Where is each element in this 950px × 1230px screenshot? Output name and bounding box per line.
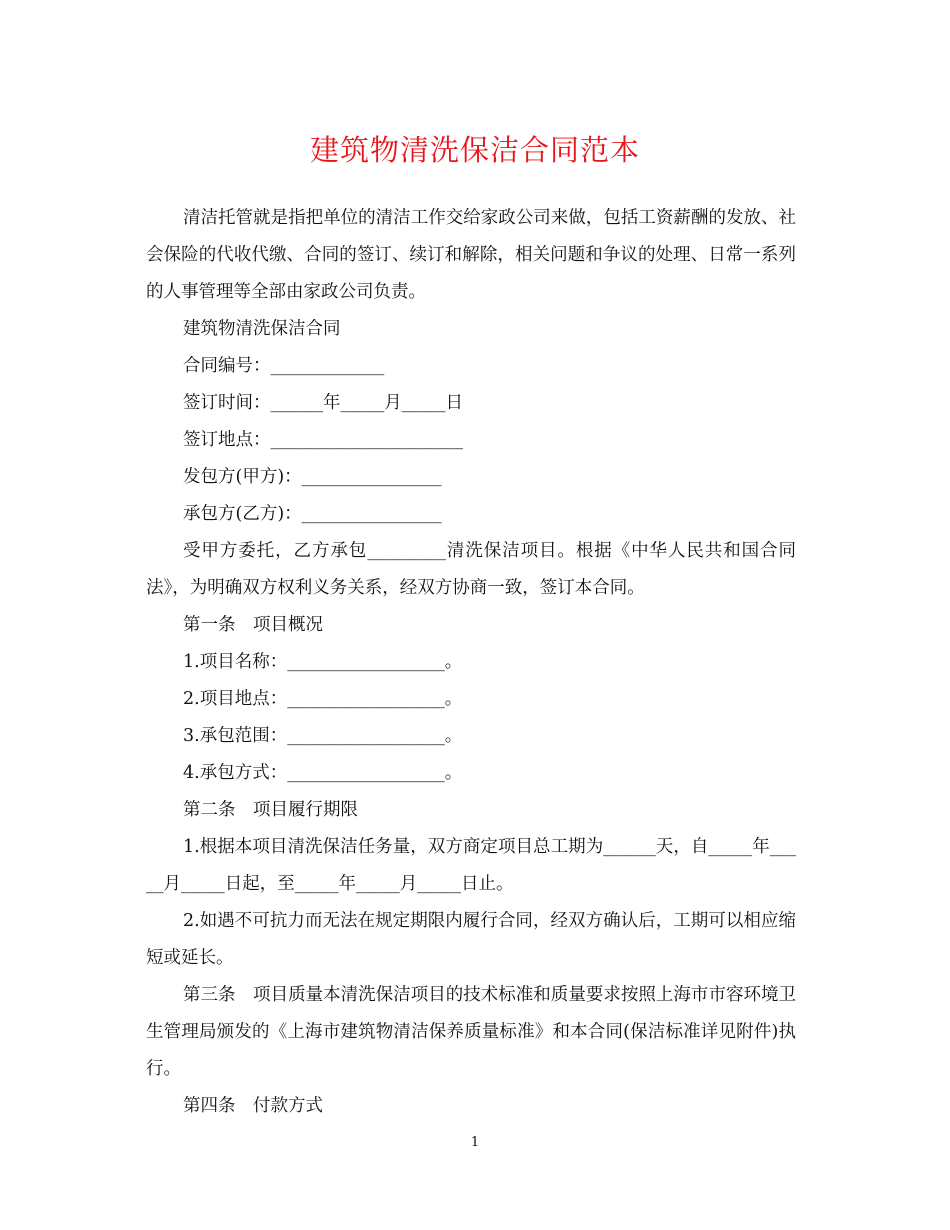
paragraph-article-3: 第三条 项目质量本清洗保洁项目的技术标准和质量要求按照上海市市容环境卫生管理局颁发的《上海市建筑物清洁保养质量标准》和本合同(保洁标准详见附件)执行。	[146, 985, 796, 1079]
paragraph-intro: 清洁托管就是指把单位的清洁工作交给家政公司来做，包括工资薪酬的发放、社会保险的代收代缴、合同的签订、续订和解除，相关问题和争议的处理、日常一系列的人事管理等全部由家政公司负责。	[146, 208, 796, 302]
page-number: 1	[470, 1135, 480, 1150]
paragraph-signing-place: 签订地点：______________________	[183, 430, 463, 450]
document-title: 建筑物清洗保洁合同范本	[309, 133, 640, 167]
paragraph-signing-date: 签订时间：______年_____月_____日	[183, 393, 463, 413]
paragraph-article-4: 第四条 付款方式	[183, 1096, 323, 1116]
document-body	[146, 200, 796, 1125]
paragraph-term-1: 1.根据本项目清洗保洁任务量，双方商定项目总工期为______天，自_____年_____月_____日起，至_____年_____月_____日止。	[146, 837, 796, 894]
paragraph-party-b: 承包方(乙方)：________________	[183, 504, 442, 524]
paragraph-project-location: 2.项目地点：__________________。	[183, 689, 463, 709]
paragraph-term-2: 2.如遇不可抗力而无法在规定期限内履行合同，经双方确认后，工期可以相应缩短或延长。	[146, 911, 796, 968]
paragraph-contract-number: 合同编号：_____________	[183, 356, 385, 376]
paragraph-article-1: 第一条 项目概况	[183, 615, 323, 635]
paragraph-project-name: 1.项目名称：__________________。	[183, 652, 463, 672]
paragraph-article-2: 第二条 项目履行期限	[183, 800, 358, 820]
paragraph-contract-method: 4.承包方式：__________________。	[183, 763, 463, 783]
paragraph-commission: 受甲方委托，乙方承包_________清洗保洁项目。根据《中华人民共和国合同法》，为明确双方权利义务关系，经双方协商一致，签订本合同。	[146, 541, 796, 598]
paragraph-contract-heading: 建筑物清洗保洁合同	[183, 319, 341, 339]
paragraph-party-a: 发包方(甲方)：________________	[183, 467, 442, 487]
paragraph-contract-scope: 3.承包范围：__________________。	[183, 726, 463, 746]
